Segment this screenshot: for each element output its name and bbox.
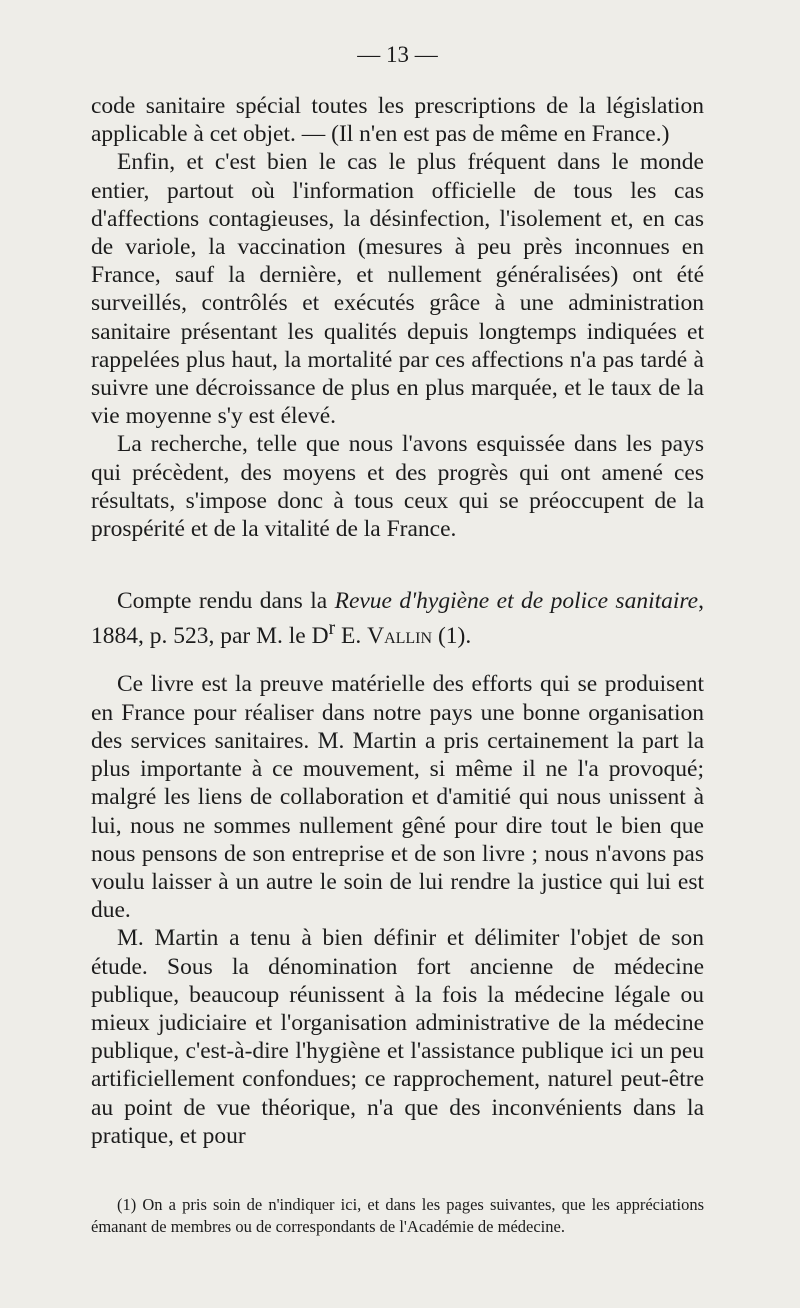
journal-title: Revue d'hygiène et de police sanitaire xyxy=(334,588,699,615)
review-reference xyxy=(91,587,704,650)
page-number: — 13 — xyxy=(357,42,438,67)
paragraph-1: code sanitaire spécial toutes les prescriptions de la législation applicable à cet objet. — (Il n'en est pas de même en France.) xyxy=(91,93,704,148)
author-initial: E. xyxy=(335,623,368,650)
review-ref-suffix: (1). xyxy=(432,623,472,650)
paragraph-5: M. Martin a tenu à bien définir et délimiter l'objet de son étude. Sous la dénomination fort ancienne de médecine publique, beaucoup réunissent à la fois la médecine légale ou mieux judiciaire et l'organisation administrative de la médecine publique, c'est-à-dire l'hygiène et l'assistance publique ici un peu artificiellement confondues; ce rapprochement, naturel peut-être au point de vue théorique, n'a que des inconvénients dans la pratique, et pour xyxy=(91,925,704,1149)
author-name: Vallin xyxy=(367,623,433,650)
paragraph-2: Enfin, et c'est bien le cas le plus fréquent dans le monde entier, partout où l'information officielle de tous les cas d'affections contagieuses, la désinfection, l'isolement et, en cas de variole, la vaccination (mesures à peu près inconnues en France, sauf la dernière, et nullement généralisées) ont été surveillés, contrôlés et exécutés grâce à une administration sanitaire présentant les qualités depuis longtemps indiquées et rappelées plus haut, la mortalité par ces affections n'a pas tardé à suivre une décroissance de plus en plus marquée, et le taux de la vie moyenne s'y est élevé. xyxy=(91,149,704,430)
paragraph-3: La recherche, telle que nous l'avons esquissée dans les pays qui précèdent, des moyens et des progrès qui ont amené ces résultats, s'impose donc à tous ceux qui se préoccupent de la prospérité et de la vitalité de la France. xyxy=(91,431,704,543)
dr-superscript: r xyxy=(328,618,336,640)
paragraph-4: Ce livre est la preuve matérielle des efforts qui se produisent en France pour réaliser dans notre pays une bonne organisation des services sanitaires. M. Martin a pris certainement la part la plus importante à ce mouvement, si même il ne l'a provoqué; malgré les liens de collaboration et d'amitié qui nous unissent à lui, nous ne sommes nullement gêné pour dire tout le bien que nous pensons de son entreprise et de son livre ; nous n'avons pas voulu laisser à un autre le soin de lui rendre la justice qui lui est due. xyxy=(91,671,704,924)
footnote: (1) On a pris soin de n'indiquer ici, et dans les pages suivantes, que les appréciations émanant de membres ou de correspondants de l'Académie de médecine. xyxy=(91,1194,704,1237)
review-ref-prefix: Compte rendu dans la xyxy=(117,588,335,615)
review-ref-middle: , 1884, p. 523, par M. le D xyxy=(91,588,704,650)
